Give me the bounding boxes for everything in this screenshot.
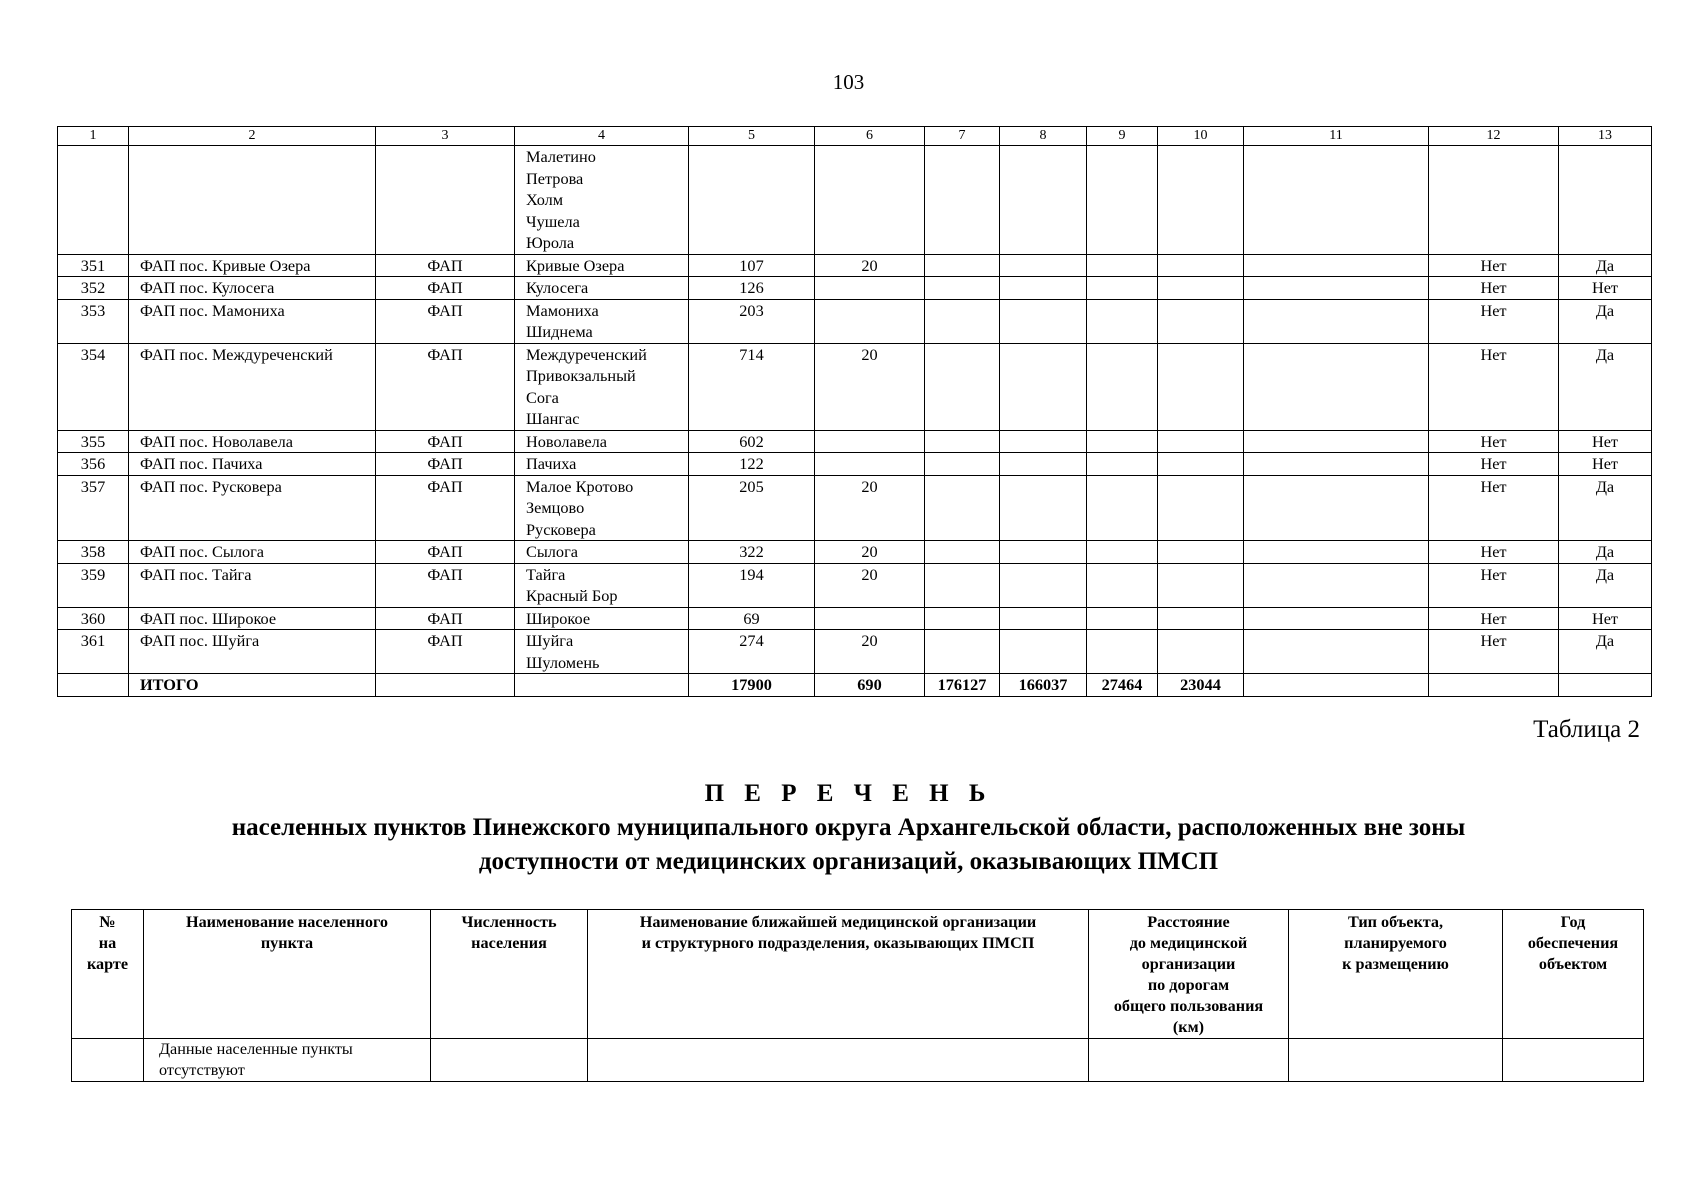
value-cell: 20 xyxy=(815,630,925,674)
table-row xyxy=(58,541,1652,564)
facility-type: ФАП xyxy=(376,430,515,453)
value-cell: 690 xyxy=(815,674,925,697)
value-cell xyxy=(1087,146,1158,255)
settlement-name: Пачиха xyxy=(526,454,577,473)
value-cell: 69 xyxy=(689,607,815,630)
value-cell: 17900 xyxy=(689,674,815,697)
value-cell: Нет xyxy=(1429,254,1559,277)
table-cell xyxy=(144,1039,431,1082)
table2-header-row xyxy=(72,910,1644,1039)
value-cell: Нет xyxy=(1429,453,1559,476)
document-title: П Е Р Е Ч Е Н Ь xyxy=(704,780,993,807)
column-number: 1 xyxy=(58,127,129,146)
document-subtitle-line-1: населенных пунктов Пинежского муниципального округа Архангельской области, расположенных вне зоны xyxy=(231,814,1466,841)
value-cell xyxy=(1000,430,1087,453)
facilities-table-body xyxy=(58,127,1652,697)
distance-header xyxy=(1089,910,1289,1039)
table-row xyxy=(58,563,1652,607)
value-cell xyxy=(1087,430,1158,453)
header-text: обеспечения xyxy=(1527,934,1619,952)
settlement-name: Шангас xyxy=(526,409,580,428)
facility-name: ФАП пос. Русковера xyxy=(129,475,376,541)
value-cell xyxy=(815,277,925,300)
document-subtitle-line-2: доступности от медицинских организаций, оказывающих ПМСП xyxy=(478,848,1219,875)
facility-name: ФАП пос. Кулосега xyxy=(129,277,376,300)
table-row xyxy=(58,343,1652,430)
column-number: 9 xyxy=(1087,127,1158,146)
settlements-cell xyxy=(515,563,689,607)
settlement-name: Малое Кротово xyxy=(526,476,634,496)
header-text: по дорогам xyxy=(1147,976,1230,994)
settlements-cell xyxy=(515,299,689,343)
facility-type: ФАП xyxy=(376,277,515,300)
value-cell xyxy=(1087,343,1158,430)
row-number: 361 xyxy=(58,630,129,674)
table-row xyxy=(58,607,1652,630)
value-cell xyxy=(1087,299,1158,343)
value-cell xyxy=(925,563,1000,607)
value-cell: 176127 xyxy=(925,674,1000,697)
value-cell xyxy=(1158,299,1244,343)
column-number: 12 xyxy=(1429,127,1559,146)
settlement-name: Междуреченский xyxy=(526,344,647,364)
value-cell: Нет xyxy=(1429,430,1559,453)
settlement-name: Петрова xyxy=(526,168,584,188)
value-cell: 27464 xyxy=(1087,674,1158,697)
facility-type xyxy=(376,674,515,697)
value-cell xyxy=(1158,541,1244,564)
settlements-cell xyxy=(515,541,689,564)
facility-name: ФАП пос. Пачиха xyxy=(129,453,376,476)
facilities-table xyxy=(57,126,1652,697)
value-cell xyxy=(1244,541,1429,564)
column-number: 13 xyxy=(1559,127,1652,146)
value-cell xyxy=(1000,630,1087,674)
value-cell: Нет xyxy=(1429,475,1559,541)
row-number: 354 xyxy=(58,343,129,430)
value-cell: 107 xyxy=(689,254,815,277)
column-number: 4 xyxy=(515,127,689,146)
value-cell xyxy=(1244,254,1429,277)
row-number: 352 xyxy=(58,277,129,300)
header-text: Расстояние xyxy=(1147,913,1230,931)
settlement-name: Широкое xyxy=(526,608,591,628)
value-cell xyxy=(1244,630,1429,674)
settlement-name: Холм xyxy=(526,190,564,209)
value-cell xyxy=(1000,563,1087,607)
settlement-name: Кривые Озера xyxy=(526,255,625,275)
value-cell xyxy=(815,146,925,255)
nearest-organization-header xyxy=(588,910,1089,1039)
facility-type xyxy=(376,146,515,255)
column-number: 2 xyxy=(129,127,376,146)
facility-name: ФАП пос. Мамониха xyxy=(129,299,376,343)
value-cell xyxy=(1429,146,1559,255)
facility-type: ФАП xyxy=(376,254,515,277)
table-cell xyxy=(1089,1039,1289,1082)
value-cell xyxy=(1158,475,1244,541)
header-text: № xyxy=(99,913,116,931)
value-cell xyxy=(925,541,1000,564)
value-cell xyxy=(1000,453,1087,476)
header-text: Наименование ближайшей медицинской организации xyxy=(639,913,1037,931)
facility-name: ФАП пос. Широкое xyxy=(129,607,376,630)
settlements-outside-zone-table xyxy=(71,909,1644,1082)
value-cell xyxy=(1244,430,1429,453)
facility-type: ФАП xyxy=(376,475,515,541)
settlement-name: Новолавела xyxy=(526,431,607,451)
value-cell: Нет xyxy=(1429,299,1559,343)
table-row xyxy=(72,1039,1644,1082)
table-cell xyxy=(588,1039,1089,1082)
value-cell xyxy=(925,254,1000,277)
header-text: Год xyxy=(1560,913,1586,931)
facility-type: ФАП xyxy=(376,607,515,630)
value-cell: Нет xyxy=(1429,277,1559,300)
facility-name: ФАП пос. Новолавела xyxy=(129,430,376,453)
row-number xyxy=(58,146,129,255)
value-cell: Да xyxy=(1559,343,1652,430)
header-text: и структурного подразделения, оказывающих ПМСП xyxy=(641,934,1035,952)
value-cell: 23044 xyxy=(1158,674,1244,697)
value-cell xyxy=(925,146,1000,255)
value-cell xyxy=(1087,563,1158,607)
value-cell xyxy=(689,146,815,255)
settlements-cell xyxy=(515,254,689,277)
value-cell xyxy=(1000,277,1087,300)
value-cell: 20 xyxy=(815,343,925,430)
table-row xyxy=(58,254,1652,277)
facility-name: ФАП пос. Тайга xyxy=(129,563,376,607)
value-cell xyxy=(1158,563,1244,607)
settlement-name: Земцово xyxy=(526,498,585,517)
provision-year-header xyxy=(1503,910,1644,1039)
row-number: 360 xyxy=(58,607,129,630)
table-row xyxy=(58,299,1652,343)
value-cell xyxy=(1559,674,1652,697)
value-cell: Нет xyxy=(1559,430,1652,453)
value-cell xyxy=(1244,563,1429,607)
value-cell xyxy=(1158,343,1244,430)
header-text: к размещению xyxy=(1342,955,1449,973)
value-cell: 126 xyxy=(689,277,815,300)
settlement-name: Малетино xyxy=(526,147,596,166)
facility-type: ФАП xyxy=(376,343,515,430)
header-text: Наименование населенного xyxy=(185,913,388,931)
row-number: 353 xyxy=(58,299,129,343)
value-cell xyxy=(925,299,1000,343)
value-cell: Нет xyxy=(1559,277,1652,300)
value-cell xyxy=(1000,475,1087,541)
value-cell xyxy=(925,430,1000,453)
value-cell: Нет xyxy=(1429,607,1559,630)
value-cell xyxy=(1244,277,1429,300)
header-text: населения xyxy=(471,934,547,952)
settlement-name: Красный Бор xyxy=(526,586,618,605)
facility-type: ФАП xyxy=(376,630,515,674)
facility-name: ФАП пос. Кривые Озера xyxy=(129,254,376,277)
table-caption: Таблица 2 xyxy=(1533,716,1640,743)
value-cell xyxy=(815,299,925,343)
value-cell: 203 xyxy=(689,299,815,343)
settlement-name: Юрола xyxy=(526,233,575,252)
settlements-cell xyxy=(515,475,689,541)
value-cell xyxy=(1244,607,1429,630)
settlement-note: отсутствуют xyxy=(159,1061,245,1079)
facility-type: ФАП xyxy=(376,299,515,343)
value-cell xyxy=(1158,630,1244,674)
population-header xyxy=(431,910,588,1039)
facility-type: ФАП xyxy=(376,563,515,607)
value-cell xyxy=(1000,607,1087,630)
value-cell: 194 xyxy=(689,563,815,607)
settlement-name: Русковера xyxy=(526,519,596,539)
column-number: 8 xyxy=(1000,127,1087,146)
value-cell: Нет xyxy=(1559,453,1652,476)
table-row xyxy=(58,277,1652,300)
value-cell xyxy=(1087,453,1158,476)
object-type-header xyxy=(1289,910,1503,1039)
value-cell xyxy=(1087,541,1158,564)
header-text: Тип объекта, xyxy=(1347,913,1444,931)
value-cell: Нет xyxy=(1429,541,1559,564)
header-text: планируемого xyxy=(1344,934,1447,952)
total-row xyxy=(58,674,1652,697)
column-number: 5 xyxy=(689,127,815,146)
settlement-name: Чушела xyxy=(526,211,580,231)
table-row xyxy=(58,453,1652,476)
column-number: 11 xyxy=(1244,127,1429,146)
header-text: (км) xyxy=(1172,1018,1205,1036)
value-cell: 20 xyxy=(815,563,925,607)
value-cell xyxy=(1244,475,1429,541)
value-cell: Да xyxy=(1559,630,1652,674)
value-cell xyxy=(1559,146,1652,255)
value-cell: 166037 xyxy=(1000,674,1087,697)
value-cell xyxy=(1158,453,1244,476)
value-cell xyxy=(815,430,925,453)
page-number: 103 xyxy=(832,70,865,94)
value-cell xyxy=(1087,607,1158,630)
value-cell xyxy=(925,475,1000,541)
value-cell: Нет xyxy=(1429,630,1559,674)
table-row xyxy=(58,430,1652,453)
table-cell xyxy=(72,1039,144,1082)
settlements-cell xyxy=(515,146,689,255)
value-cell xyxy=(1244,299,1429,343)
settlements-cell xyxy=(515,430,689,453)
settlement-note: Данные населенные пункты xyxy=(159,1040,353,1058)
value-cell xyxy=(1087,277,1158,300)
value-cell: 122 xyxy=(689,453,815,476)
value-cell: 602 xyxy=(689,430,815,453)
header-text: пункта xyxy=(260,934,314,952)
facility-name: ФАП пос. Сылога xyxy=(129,541,376,564)
settlement-name: Тайга xyxy=(526,564,566,584)
value-cell xyxy=(1000,343,1087,430)
table-row xyxy=(58,630,1652,674)
value-cell xyxy=(925,607,1000,630)
settlement-name-header xyxy=(144,910,431,1039)
row-number: 359 xyxy=(58,563,129,607)
column-number: 6 xyxy=(815,127,925,146)
row-number: 357 xyxy=(58,475,129,541)
header-text: Численность xyxy=(461,913,557,931)
settlement-name: Кулосега xyxy=(526,278,589,297)
value-cell xyxy=(925,343,1000,430)
settlement-name: Сога xyxy=(526,387,559,407)
value-cell: Нет xyxy=(1429,343,1559,430)
value-cell xyxy=(1087,475,1158,541)
facility-name: ФАП пос. Шуйга xyxy=(129,630,376,674)
value-cell xyxy=(815,453,925,476)
value-cell xyxy=(925,630,1000,674)
settlements-cell xyxy=(515,674,689,697)
header-text: организации xyxy=(1141,955,1236,973)
row-number: 355 xyxy=(58,430,129,453)
value-cell: 20 xyxy=(815,254,925,277)
value-cell: 274 xyxy=(689,630,815,674)
value-cell xyxy=(925,277,1000,300)
value-cell xyxy=(1158,277,1244,300)
value-cell: Да xyxy=(1559,563,1652,607)
settlement-name: Привокзальный xyxy=(526,366,636,385)
value-cell xyxy=(1244,453,1429,476)
settlement-name: Мамониха xyxy=(526,300,599,320)
value-cell: Нет xyxy=(1559,607,1652,630)
column-number: 7 xyxy=(925,127,1000,146)
settlement-name: Шуломень xyxy=(526,652,600,672)
value-cell: 714 xyxy=(689,343,815,430)
map-number-header xyxy=(72,910,144,1039)
settlements-cell xyxy=(515,343,689,430)
settlement-name: Шуйга xyxy=(526,631,574,650)
value-cell: Да xyxy=(1559,475,1652,541)
value-cell xyxy=(1087,630,1158,674)
header-text: общего пользования xyxy=(1113,997,1264,1015)
value-cell xyxy=(925,453,1000,476)
settlement-name: Сылога xyxy=(526,542,578,561)
value-cell xyxy=(1000,146,1087,255)
header-text: карте xyxy=(86,955,129,973)
value-cell xyxy=(1000,254,1087,277)
value-cell xyxy=(1244,343,1429,430)
facility-name xyxy=(129,146,376,255)
value-cell: Да xyxy=(1559,541,1652,564)
column-number: 3 xyxy=(376,127,515,146)
value-cell: 322 xyxy=(689,541,815,564)
facility-name: ФАП пос. Междуреченский xyxy=(129,343,376,430)
header-text: на xyxy=(98,934,117,952)
table-cell xyxy=(431,1039,588,1082)
value-cell xyxy=(1000,299,1087,343)
value-cell xyxy=(1158,146,1244,255)
row-number: 356 xyxy=(58,453,129,476)
table-cell xyxy=(1503,1039,1644,1082)
value-cell xyxy=(1244,146,1429,255)
value-cell xyxy=(1244,674,1429,697)
settlements-cell xyxy=(515,630,689,674)
header-text: объектом xyxy=(1538,955,1608,973)
column-number: 10 xyxy=(1158,127,1244,146)
value-cell: 205 xyxy=(689,475,815,541)
row-number: 351 xyxy=(58,254,129,277)
value-cell xyxy=(1429,674,1559,697)
value-cell xyxy=(1087,254,1158,277)
row-number xyxy=(58,674,129,697)
settlement-name: Шиднема xyxy=(526,322,593,341)
value-cell: 20 xyxy=(815,541,925,564)
facility-type: ФАП xyxy=(376,541,515,564)
settlements-cell xyxy=(515,607,689,630)
value-cell xyxy=(815,607,925,630)
table-cell xyxy=(1289,1039,1503,1082)
value-cell xyxy=(1000,541,1087,564)
value-cell xyxy=(1158,607,1244,630)
value-cell xyxy=(1158,430,1244,453)
column-number-row xyxy=(58,127,1652,146)
table-row xyxy=(58,475,1652,541)
settlements-cell xyxy=(515,453,689,476)
value-cell xyxy=(1158,254,1244,277)
facility-type: ФАП xyxy=(376,453,515,476)
table-row xyxy=(58,146,1652,255)
value-cell: Да xyxy=(1559,254,1652,277)
header-text: до медицинской xyxy=(1129,934,1248,952)
settlements-cell xyxy=(515,277,689,300)
facility-name: ИТОГО xyxy=(129,674,376,697)
value-cell: Да xyxy=(1559,299,1652,343)
value-cell: 20 xyxy=(815,475,925,541)
row-number: 358 xyxy=(58,541,129,564)
value-cell: Нет xyxy=(1429,563,1559,607)
